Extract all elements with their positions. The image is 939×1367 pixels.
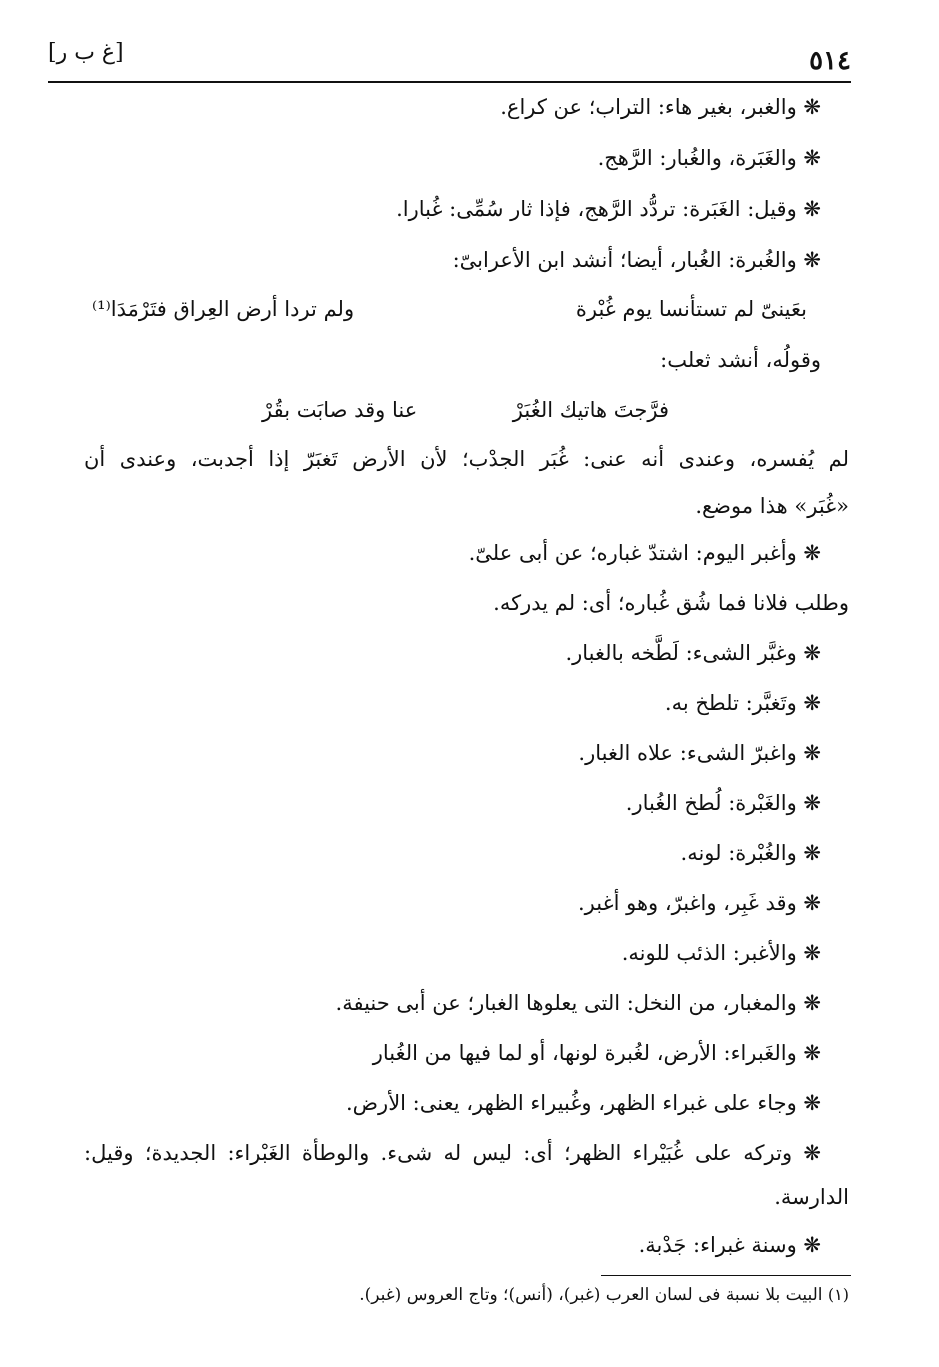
footnote-marker: (١) [827, 1285, 849, 1304]
text-line: ❋ وسنة غبراء: جَدْبة. [638, 1233, 821, 1257]
text-line: «غُبَر» هذا موضع. [695, 494, 849, 518]
text-line: ❋ وجاء على غبراء الظهر، وغُبيراء الظهر، يعنى: الأرض. [345, 1091, 821, 1115]
text-line: ❋ والغُبْرة: لونه. [680, 841, 821, 865]
header-divider [48, 81, 851, 83]
footnote-divider [601, 1275, 851, 1276]
page-header [48, 40, 851, 80]
text-line: ❋ وأغبر اليوم: اشتدّ غباره؛ عن أبى علىّ. [468, 541, 821, 565]
text-line: ❋ وتَغبَّر: تلطخ به. [664, 691, 821, 715]
text-line: وطلب فلانا فما شُق غُباره؛ أى: لم يدركه. [493, 591, 849, 615]
text-line: ❋ والغَبراء: الأرض، لغُبرة لونها، أو لما فيها من الغُبار [372, 1041, 821, 1065]
root-label: [غ ب ر] [48, 40, 124, 65]
page-number: ٥١٤ [809, 46, 851, 76]
verse-second-hemistich: ولم تردا أرض العِراق فتَرْمَدَا⁽¹⁾ [92, 297, 355, 321]
text-line: ❋ والغَبَرة، والغُبار: الرَّهج. [597, 146, 821, 170]
text-line: ❋ وتركه على غُبَيْراء الظهر؛ أى: ليس له شىء. والوطأة الغَبْراء: الجديدة؛ وقيل: [84, 1141, 821, 1165]
verse-first-hemistich: فرَّجتَ هاتيك الغُبَرْ [512, 398, 669, 422]
text-line: ❋ والغبر، بغير هاء: التراب؛ عن كراع. [500, 95, 821, 119]
text-line: الدارسة. [774, 1185, 849, 1209]
text-line: لم يُفسره، وعندى أنه عنى: غُبَر الجدْب؛ لأن الأرض تَغبَرّ إذا أجدبت، وعندى أن [84, 447, 849, 471]
text-line: وقولُه، أنشد ثعلب: [660, 348, 821, 372]
text-line: ❋ والمغبار، من النخل: التى يعلوها الغبار؛ عن أبى حنيفة. [335, 991, 821, 1015]
text-line: ❋ والغُبرة: الغُبار، أيضا؛ أنشد ابن الأعرابىّ: [452, 248, 821, 272]
text-line: ❋ والأغبر: الذئب للونه. [621, 941, 821, 965]
text-line: ❋ وقد غَبِر، واغبرّ، وهو أغبر. [578, 891, 821, 915]
verse-first-hemistich: بعَينىّ لم تستأنسا يوم غُبْرة [575, 297, 807, 321]
text-line: ❋ والغَبْرة: لُطخ الغُبار. [625, 791, 821, 815]
text-line: ❋ واغبرّ الشىء: علاه الغبار. [578, 741, 821, 765]
footnote [359, 1285, 849, 1305]
text-line: ❋ وقيل: الغَبَرة: تردُّد الرَّهج، فإذا ثار سُمِّى: غُبارا. [396, 197, 821, 221]
footnote-text: البيت بلا نسبة فى لسان العرب (غبر)، (أنس)؛ وتاج العروس (غبر). [359, 1285, 823, 1305]
verse-second-hemistich: عنا وقد صابَت بقُرْ [262, 398, 418, 422]
text-line: ❋ وغبَّر الشىء: لَطَّخه بالغبار. [565, 641, 821, 665]
